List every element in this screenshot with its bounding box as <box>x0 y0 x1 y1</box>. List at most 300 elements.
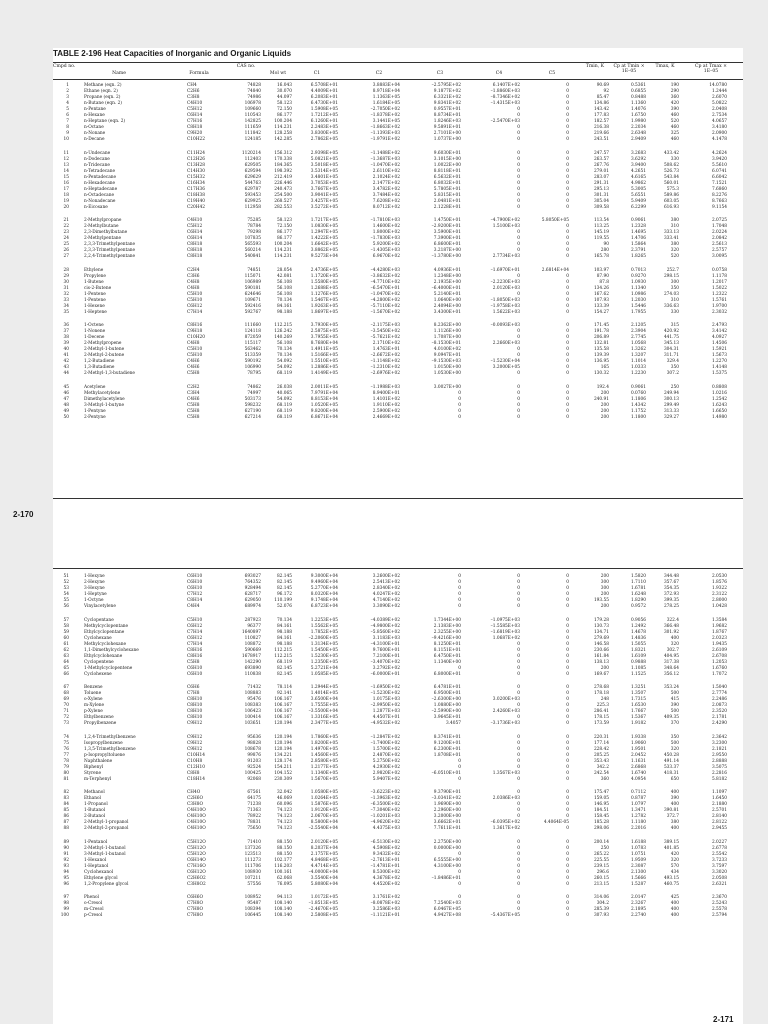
cp-at-tmin: 2.6348 <box>630 131 646 136</box>
row-group <box>53 790 743 832</box>
cmpd-no: 86 <box>63 814 69 819</box>
tmax: 290 <box>670 89 679 94</box>
coef-c4: –4.7900E+02 <box>490 218 520 223</box>
coef-c1: –2.4670E+05 <box>308 907 338 912</box>
header-cpmax: Cp at Tmax × 1E–05 <box>694 64 728 74</box>
coef-c3: –3.0341E+02 <box>431 796 461 801</box>
compound-name: n-Dodecane <box>84 156 110 162</box>
formula: C5H12 <box>187 107 203 112</box>
cp-at-tmin: 0.9888 <box>630 659 646 665</box>
coef-c1: 2.4736E+05 <box>310 267 338 273</box>
coef-c3: 8.3741E+01 <box>433 734 461 740</box>
cp-at-tmax: 2.6109 <box>711 647 727 653</box>
coef-c1: 1.8697E+05 <box>310 309 338 315</box>
compound-name: n-Pentadecane <box>84 174 117 180</box>
formula: C5H8 <box>187 371 200 376</box>
coef-c3: 4.9427E+08 <box>433 913 461 918</box>
coef-c1: 3.8300E+05 <box>310 131 338 136</box>
coef-c2: 7.6208E+02 <box>372 198 400 204</box>
coef-c1: 1.0520E+05 <box>310 402 338 408</box>
mol-wt: 102.177 <box>274 857 292 863</box>
coef-c1: 3.5272E+05 <box>310 204 338 210</box>
mol-wt: 100.161 <box>274 869 292 875</box>
table-row <box>53 137 743 143</box>
cp-at-tmax: 2.0227 <box>711 839 727 845</box>
coef-c3: 0 <box>458 396 461 402</box>
compound-name: Cyclohexane <box>84 635 112 641</box>
cp-at-tmin: 1.5287 <box>630 881 646 887</box>
coef-c1: 1.4149E+05 <box>310 371 338 376</box>
header-c3: C3 <box>436 71 444 76</box>
cp-at-tmax: 2.3032 <box>711 309 727 315</box>
cas-no: 71410 <box>247 839 261 845</box>
compound-name: 1-Butanol <box>84 808 106 813</box>
mol-wt: 68.119 <box>276 414 292 420</box>
coef-c1: 1.4911E+05 <box>310 347 338 352</box>
cas-no: 99876 <box>247 752 261 758</box>
coef-c2: 2.4669E+02 <box>372 414 400 420</box>
cmpd-no: 7 <box>66 119 69 124</box>
cp-at-tmax: 3.2300 <box>711 740 727 746</box>
coef-c2: –8.0878E+02 <box>370 901 400 906</box>
cp-at-tmin: 1.7667 <box>630 709 646 714</box>
tmax: 190 <box>670 83 679 88</box>
tmin: 267.76 <box>593 162 609 168</box>
coef-c4: 1.5622E+03 <box>492 309 520 315</box>
mol-wt: 120.194 <box>274 746 292 752</box>
tmin: 200 <box>600 592 609 597</box>
cp-at-tmax: 2.8888 <box>711 758 727 764</box>
tmax: 372.7 <box>666 814 679 819</box>
cp-at-tmax: 2.0323 <box>711 635 727 641</box>
coef-c5: 0 <box>566 279 569 285</box>
page-number-right: 2-171 <box>713 1015 734 1024</box>
tmin: 305.04 <box>593 198 609 204</box>
formula: C2H4 <box>187 267 200 273</box>
tmax: 370 <box>670 721 679 726</box>
tmin: 193.55 <box>593 598 609 603</box>
compound-name: 1,2-Propylene glycol <box>84 881 129 887</box>
cmpd-no: 41 <box>63 353 69 358</box>
coef-c4: 0 <box>517 802 520 807</box>
coef-c2: –1.2847E+02 <box>370 734 400 740</box>
tmax: 310 <box>670 224 679 229</box>
tmax: 330 <box>670 309 679 315</box>
coef-c4: 0 <box>517 248 520 253</box>
mol-wt: 114.231 <box>274 248 292 253</box>
coef-c3: 1.0530E+00 <box>433 371 461 376</box>
formula: C6H6 <box>187 685 200 690</box>
mol-wt: 46.069 <box>276 796 292 801</box>
cmpd-no: 30 <box>63 279 69 285</box>
coef-c5: 0 <box>566 580 569 585</box>
cp-at-tmin: 1.3262 <box>630 347 646 352</box>
coef-c4: 0 <box>517 230 520 235</box>
tmax: 616.93 <box>663 204 679 210</box>
coef-c1: 6.8723E+04 <box>310 604 338 609</box>
formula: C7H14 <box>187 641 203 647</box>
coef-c5: 0 <box>566 691 569 696</box>
coef-c4: 0 <box>517 335 520 340</box>
coef-c3: 1.0022E+00 <box>433 162 461 168</box>
cp-at-tmax: 2.5701 <box>711 808 727 813</box>
compound-name: Biphenyl <box>84 764 104 770</box>
mol-wt: 32.042 <box>276 790 292 795</box>
cmpd-no: 20 <box>63 204 69 210</box>
compound-name: Dimethylacetylene <box>84 396 125 402</box>
coef-c2: 1.5700E+02 <box>372 746 400 752</box>
cp-at-tmax: 1.5040 <box>711 685 727 690</box>
cas-no: 100414 <box>244 715 261 720</box>
cas-no: 540841 <box>244 254 261 259</box>
cp-at-tmax: 1.5375 <box>711 371 727 376</box>
tmin: 301.31 <box>593 192 609 198</box>
formula: C12H26 <box>187 156 205 162</box>
cp-at-tmax: 1.4506 <box>711 341 727 346</box>
cp-at-tmin: 1.6530 <box>630 703 646 708</box>
coef-c4: 6.1407E+02 <box>492 83 520 88</box>
compound-name: 1-Heptyne <box>84 592 107 597</box>
tmax: 500 <box>670 740 679 746</box>
tmin: 92 <box>603 89 609 94</box>
coef-c3: 2.1935E+00 <box>433 279 461 285</box>
formula: C7H14 <box>187 309 203 315</box>
cas-no: 108394 <box>244 907 261 912</box>
mol-wt: 60.096 <box>276 802 292 807</box>
coef-c1: 1.4560E+05 <box>310 752 338 758</box>
formula: C9H20 <box>187 131 203 136</box>
tmin: 134.26 <box>593 285 609 291</box>
coef-c5: 0 <box>566 895 569 900</box>
table-title: TABLE 2-196 Heat Capacities of Inorganic and Organic Liquids <box>53 49 292 58</box>
coef-c2: 4.4375E+03 <box>372 826 400 831</box>
cp-at-tmin: 1.4695 <box>630 230 646 235</box>
cp-at-tmax: 5.8182 <box>711 776 727 782</box>
coef-c2: –1.9791E+02 <box>370 137 400 142</box>
cp-at-tmin: 1.1014 <box>630 359 646 364</box>
formula: C4H8 <box>187 285 200 291</box>
table-row <box>53 415 743 421</box>
cp-at-tmin: 1.1525 <box>630 671 646 677</box>
formula: C8H18 <box>187 254 203 259</box>
coef-c1: 1.2947E+05 <box>310 230 338 235</box>
coef-c5: 0 <box>566 347 569 352</box>
formula: C6H10 <box>187 580 203 585</box>
mol-wt: 92.141 <box>276 691 292 696</box>
coef-c2: –3.6223E+02 <box>370 790 400 795</box>
cp-at-tmax: 1.3584 <box>711 617 727 623</box>
coef-c3: 0 <box>458 586 461 591</box>
cmpd-no: 87 <box>63 820 69 825</box>
compound-name: Ethylcyclopentane <box>84 629 125 635</box>
compound-name: Cyclohexanol <box>84 869 114 875</box>
coef-c4: 2.7734E+03 <box>492 254 520 259</box>
coef-c1: 4.4009E+01 <box>310 89 338 94</box>
cas-no: 108952 <box>244 895 261 900</box>
coef-c1: –2.2060E+05 <box>308 635 338 641</box>
cas-no: 689974 <box>244 604 261 609</box>
coef-c3: 0 <box>458 414 461 420</box>
coef-c2: 5.9407E+02 <box>372 776 400 782</box>
tmax: 350 <box>670 365 679 370</box>
mol-wt: 94.113 <box>276 895 292 900</box>
coef-c1: 2.0011E+05 <box>310 384 338 390</box>
cp-at-tmax: 1.1097 <box>711 790 727 795</box>
coef-c2: 1.1363E+05 <box>372 95 400 100</box>
coef-c3: 3.9645E+01 <box>433 715 461 720</box>
coef-c5: 0 <box>566 635 569 641</box>
formula: C7H12 <box>187 592 203 597</box>
formula: C16H34 <box>187 180 205 186</box>
coef-c1: 1.8200E+05 <box>310 740 338 746</box>
header-tmin: Tmin, K <box>585 64 605 69</box>
cp-at-tmax: 2.9550 <box>711 752 727 758</box>
cas-no: 75650 <box>247 826 261 831</box>
mol-wt: 58.123 <box>276 101 292 106</box>
coef-c2: –4.3100E+01 <box>370 641 400 647</box>
tmin: 171.45 <box>593 323 609 328</box>
coef-c1: 2.8580E+05 <box>310 758 338 764</box>
coef-c3: 1.2348E+00 <box>433 273 461 279</box>
compound-name: Cyclopentene <box>84 659 114 665</box>
tmin: 307.93 <box>593 913 609 918</box>
tmax: 380 <box>670 218 679 223</box>
cp-at-tmin: 0.5361 <box>630 83 646 88</box>
coef-c3: 3.0027E+00 <box>433 384 461 390</box>
cp-at-tmin: 1.3507 <box>630 691 646 696</box>
tmin: 178.18 <box>593 691 609 696</box>
cmpd-no: 79 <box>63 764 69 770</box>
tmax: 329.27 <box>663 414 679 420</box>
cp-at-tmax: 2.2486 <box>711 697 727 702</box>
cp-at-tmax: 2.5542 <box>711 851 727 857</box>
cp-at-tmin: 0.7112 <box>630 790 646 795</box>
mol-wt: 128.174 <box>274 758 292 764</box>
cas-no: 593453 <box>244 192 261 198</box>
cmpd-no: 33 <box>63 297 69 303</box>
tmax: 415 <box>670 697 679 702</box>
compound-name: 1-Butene <box>84 279 104 285</box>
coef-c1: 1.2886E+05 <box>310 365 338 370</box>
coef-c2: 2.1024E+02 <box>372 174 400 180</box>
coef-c2: 8.9718E+04 <box>372 89 400 94</box>
coef-c2: 3.2586E+03 <box>372 907 400 912</box>
cp-at-tmin: 1.4706 <box>630 236 646 241</box>
cmpd-no: 55 <box>63 598 69 603</box>
cp-at-tmax: 2.8000 <box>711 598 727 603</box>
cas-no: 137326 <box>244 845 261 851</box>
cp-at-tmin: 2.3267 <box>630 901 646 906</box>
coef-c1: 1.2688E+05 <box>310 285 338 291</box>
cmpd-no: 19 <box>63 198 69 204</box>
cp-at-tmin: 2.0452 <box>630 752 646 758</box>
cmpd-no: 72 <box>63 715 69 720</box>
coef-c3: 6.8600E+01 <box>433 242 461 247</box>
formula: CH4O <box>187 790 201 795</box>
coef-c5: 0 <box>566 629 569 635</box>
compound-name: 2-Methylbutane <box>84 224 119 229</box>
cas-no: 598232 <box>244 402 261 408</box>
coef-c3: 2.3255E+00 <box>433 629 461 635</box>
coef-c1: 9.1748E+04 <box>310 598 338 603</box>
mol-wt: 110.199 <box>274 598 292 603</box>
mol-wt: 30.070 <box>276 89 292 94</box>
cp-at-tmin: 1.2492 <box>630 623 646 629</box>
cmpd-no: 75 <box>63 740 69 746</box>
cp-at-tmax: 1.9322 <box>711 586 727 591</box>
cmpd-no: 50 <box>63 414 69 420</box>
coef-c2: –4.4280E+03 <box>370 267 400 273</box>
cp-at-tmin: 1.5864 <box>630 242 646 247</box>
cp-at-tmin: 2.3904 <box>630 329 646 334</box>
coef-c5: 0 <box>566 863 569 869</box>
coef-c4: –5.4367E+05 <box>490 913 520 918</box>
mol-wt: 104.152 <box>274 770 292 776</box>
coef-c5: 2.6814E+04 <box>541 267 569 273</box>
coef-c3: –6.0510E+01 <box>431 770 461 776</box>
mol-wt: 108.140 <box>274 907 292 912</box>
coef-c1: 1.0580E+05 <box>310 790 338 795</box>
coef-c3: 0 <box>458 895 461 900</box>
tmax: 420 <box>670 851 679 857</box>
coef-c1: 3.4801E+05 <box>310 174 338 180</box>
tmax: 404.95 <box>663 653 679 659</box>
cas-no: 112403 <box>244 156 261 162</box>
coef-c5: 0 <box>566 248 569 253</box>
cp-at-tmin: 1.9060 <box>630 740 646 746</box>
tmax: 313.33 <box>663 408 679 414</box>
cp-at-tmax: 2.0725 <box>711 218 727 223</box>
coef-c3: 1.7344E+00 <box>433 617 461 623</box>
compound-name: 2-Pentyne <box>84 414 106 420</box>
cmpd-no: 88 <box>63 826 69 831</box>
cp-at-tmin: 5.6551 <box>630 192 646 198</box>
coef-c4: 0 <box>517 204 520 210</box>
cas-no: 71432 <box>247 685 261 690</box>
coef-c5: 0 <box>566 323 569 328</box>
second-page-top-rule <box>53 568 743 569</box>
coef-c3: –9.1530E+03 <box>431 359 461 364</box>
cp-at-tmax: 1.2017 <box>711 279 727 285</box>
compound-name: 1,3,5-Trimethylbenzene <box>84 746 136 752</box>
cmpd-no: 71 <box>63 709 69 714</box>
coef-c5: 0 <box>566 89 569 94</box>
compound-name: 2-Methylpropane <box>84 218 122 223</box>
coef-c4: –2.5470E+03 <box>490 119 520 124</box>
cas-no: 624646 <box>244 291 261 297</box>
coef-c1: 5.2770E+04 <box>310 586 338 591</box>
coef-c1: 3.7930E+05 <box>310 323 338 328</box>
coef-c1: 3.8862E+05 <box>310 248 338 253</box>
coef-c2: 2.5413E+02 <box>372 580 400 585</box>
cp-at-tmax: 8.7663 <box>711 198 727 204</box>
cas-no: 111842 <box>244 131 261 136</box>
row-group <box>53 685 743 727</box>
mol-wt: 16.043 <box>276 83 292 88</box>
cp-at-tmax: 2.5613 <box>711 242 727 247</box>
cp-at-tmax: 1.8767 <box>711 629 727 635</box>
tmax: 300.13 <box>663 396 679 402</box>
cmpd-no: 27 <box>63 254 69 259</box>
cmpd-no: 25 <box>63 242 69 247</box>
cp-at-tmax: 2.0508 <box>711 875 727 881</box>
compound-name: 1-Pentanol <box>84 839 108 845</box>
cp-at-tmin: 1.5666 <box>630 875 646 881</box>
cmpd-no: 80 <box>63 770 69 776</box>
coef-c5: 0 <box>566 192 569 198</box>
coef-c1: 1.5510E+05 <box>310 359 338 364</box>
formula: C17H36 <box>187 186 205 192</box>
cmpd-no: 10 <box>63 137 69 142</box>
compound-name: n-Heptadecane <box>84 186 118 192</box>
coef-c4: 1.0687E+02 <box>492 635 520 641</box>
cmpd-no: 5 <box>66 107 69 112</box>
cp-at-tmin: 0.9061 <box>630 384 646 390</box>
coef-c3: 2.1383E+00 <box>433 623 461 629</box>
coef-c2: –6.5130E+02 <box>370 839 400 845</box>
tmax: 311.71 <box>663 353 679 358</box>
tmax: 409.35 <box>663 715 679 720</box>
coef-c5: 0 <box>566 586 569 591</box>
cp-at-tmin: 2.1300 <box>630 869 646 875</box>
coef-c3: –6.4000E+01 <box>431 285 461 291</box>
cp-at-tmax: 2.0900 <box>711 131 727 136</box>
tmin: 130.32 <box>593 371 609 376</box>
cp-at-tmax: 1.5022 <box>711 285 727 291</box>
cas-no: 95487 <box>247 901 261 906</box>
cp-at-tmin: 4.6165 <box>630 174 646 180</box>
coef-c2: –2.7613E+01 <box>370 857 400 863</box>
formula: C6H10 <box>187 574 203 579</box>
table-row <box>53 604 743 610</box>
coef-c2: –3.5450E+02 <box>370 329 400 334</box>
coef-c1: 1.7555E+05 <box>310 703 338 708</box>
row-group <box>53 840 743 888</box>
formula: C4H10O <box>187 826 206 831</box>
mol-wt: 86.177 <box>276 236 292 241</box>
mol-wt: 114.231 <box>274 125 292 130</box>
cas-no: 928494 <box>244 586 261 591</box>
coef-c3: 1.1126E+00 <box>433 329 461 334</box>
cas-no: 563462 <box>244 347 261 352</box>
tmax: 249.94 <box>663 390 679 396</box>
coef-c3: –2.5990E+00 <box>431 709 461 714</box>
cp-at-tmin: 4.2651 <box>630 168 646 174</box>
compound-name: 2-Methyl-1-butanol <box>84 845 126 851</box>
cmpd-no: 98 <box>63 901 69 906</box>
compound-name: 1-Pentene <box>84 297 106 303</box>
cmpd-no: 3 <box>66 95 69 100</box>
tmax: 330 <box>670 156 679 162</box>
coef-c5: 0 <box>566 162 569 168</box>
cp-at-tmax: 1.1178 <box>711 273 727 279</box>
cp-at-tmin: 5.3005 <box>630 186 646 192</box>
cmpd-no: 52 <box>63 580 69 585</box>
cp-at-tmax: 4.2624 <box>711 150 727 156</box>
coef-c5: 0 <box>566 353 569 358</box>
coef-c1: 1.5580E+05 <box>310 279 338 285</box>
tmin: 247.57 <box>593 150 609 156</box>
cp-at-tmax: 2.5243 <box>711 901 727 906</box>
tmax: 589.86 <box>663 192 679 198</box>
cp-at-tmin: 2.3791 <box>630 248 646 253</box>
tmax: 333.41 <box>663 236 679 241</box>
coef-c5: 0 <box>566 180 569 186</box>
mol-wt: 62.068 <box>276 875 292 881</box>
coef-c4: 0 <box>517 402 520 408</box>
coef-c5: 0 <box>566 408 569 414</box>
tmax: 401.85 <box>663 845 679 851</box>
